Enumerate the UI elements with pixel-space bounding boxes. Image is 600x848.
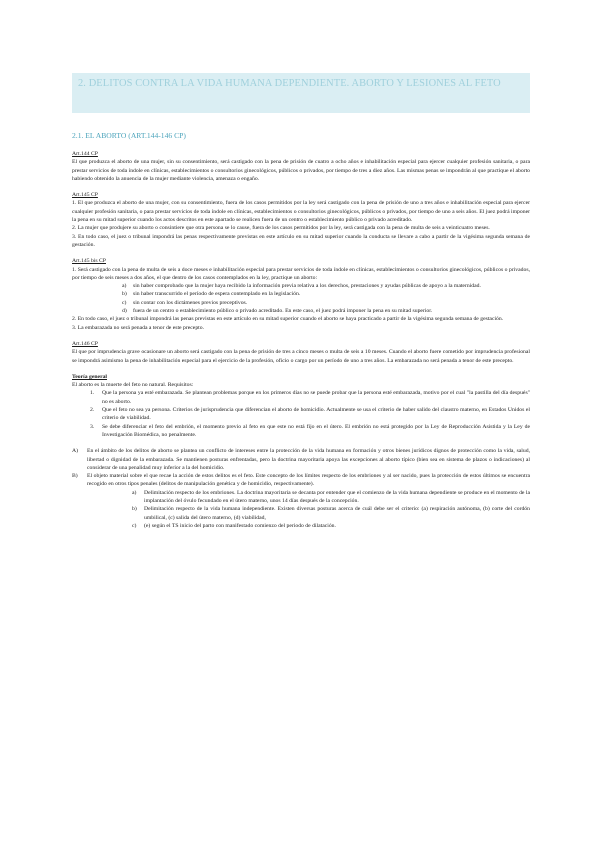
list-item-text: Que el feto no sea ya persona. Criterios de jurisprudencia que diferencian el aborto de homicidio. Actualmente se usa el criterio de haber salido del claustro materno, en Estados Unidos el criterio de viabilidad. xyxy=(102,407,530,422)
article-paragraph: 3. La embarazada no será penada a tenor de este precepto. xyxy=(72,324,205,331)
list-item xyxy=(72,406,530,423)
list-item-label: b) xyxy=(122,291,127,298)
list-item-label: 1. xyxy=(90,390,95,397)
list-item-text: Se debe diferenciar el feto del embrión, el momento previo al feto en que este no está fijo en el útero. El embrión no está protegido por la Ley de Reproducción Asistida y la Ley de Investigación Biomédica, no penalmente. xyxy=(102,423,530,438)
article-heading: Art.145 CP xyxy=(72,192,98,199)
list-item xyxy=(72,290,530,298)
article-146 xyxy=(72,340,530,365)
article-text: El que produzca el aborto de una mujer, sin su consentimiento, será castigado con la pena de prisión de cuatro a ocho años e inhabilitación especial para ejercer cualquier profesión sanitaria, o para prestar servicios de toda índole en clínicas, establecimientos o consultorios ginecológicos, públicos o privados, por tiempo de tres a diez años. Las mismas penas se impondrán al que practique el aborto habiendo obtenido la anuencia de la mujer mediante violencia, amenaza o engaño. xyxy=(72,159,530,182)
list-item-text: Que la persona ya esté embarazada. Se plantean problemas porque en los primeros días no se puede probar que la persona esté embarazada, motivo por el cual "la pastilla del día después" no es aborto. xyxy=(102,390,530,405)
article-paragraph: 1. El que produzca el aborto de una mujer, con su consentimiento, fuera de los casos permitidos por la ley será castigado con la pena de prisión de uno a tres años e inhabilitación especial para ejercer cualquier profesión sanitaria, o para prestar servicios de toda índole en clínicas, establecimientos o consultorios ginecológicos, públicos o privados, por tiempo de uno a seis años. El juez podrá imponer la pena en su mitad superior cuando los actos descritos en este apartado se realicen fuera de un centro o establecimiento público o privado acreditado. xyxy=(72,200,530,224)
article-heading: Art.146 CP xyxy=(72,340,98,347)
subsection-item-label: a) xyxy=(132,489,137,496)
subsection-item-text: Delimitación respecto de la vida humana independiente. Existen diversas posturas acerca de cuál debe ser el criterio: (a) respiración autónoma, (b) corte del cordón umbilical, (c) salida del útero materno, (d) viabilidad, xyxy=(144,506,530,521)
section-title-banner xyxy=(72,73,530,113)
list-item-text: sin haber transcurrido el período de espera contemplado en la legislación. xyxy=(133,291,301,298)
list-item xyxy=(72,282,530,290)
section-item-label: B) xyxy=(72,473,78,480)
article-144 xyxy=(72,150,530,183)
list-item-label: 2. xyxy=(90,407,95,414)
theory-intro: El aborto es la muerte del feto no natural. Requisitos: xyxy=(72,382,194,389)
article-145-bis xyxy=(72,257,530,332)
analysis-sections xyxy=(72,447,530,530)
list-item-label: a) xyxy=(122,283,127,290)
section-item xyxy=(72,447,530,472)
subsection-item xyxy=(72,505,530,522)
list-item-label: 3. xyxy=(90,423,95,430)
list-item xyxy=(72,307,530,315)
list-item xyxy=(72,299,530,307)
section-item-text: En el ámbito de los delitos de aborto se plantea un conflicto de intereses entre la protección de la vida humana en formación y otros bienes jurídicos dignos de protección como la vida, salud, libertad o dignidad de la embarazada. Se mantienen posturas enfrentadas, pero la doctrina mayoritaria apoya las excepciones al aborto típico (bien sea en sistema de plazos o indicaciones) al considerar de una penalidad muy inferior a la del homicidio. xyxy=(87,448,530,471)
list-item-label: d) xyxy=(122,308,127,315)
theory-heading: Teoría general xyxy=(72,373,108,380)
list-item-text: fuera de un centro o establecimiento público o privado acreditado. En este caso, el juez podrá imponer la pena en su mitad superior. xyxy=(133,308,433,315)
subsection-item-label: b) xyxy=(132,506,137,513)
list-item xyxy=(72,423,530,440)
article-paragraph: 2. La mujer que produjere su aborto o consintiere que otra persona se lo cause, fuera de los casos permitidos por la ley, será castigada con la pena de multa de seis a veinticuatro meses. xyxy=(72,225,490,232)
list-item-text: sin contar con los dictámenes previos preceptivos. xyxy=(133,299,248,306)
article-paragraph: 2. En todo caso, el juez o tribunal impondrá las penas previstas en este artículo en su mitad superior cuando el aborto se haya practicado a partir de la vigésima segunda semana de gestación. xyxy=(72,316,504,323)
article-paragraph: 3. En todo caso, el juez o tribunal impondrá las penas respectivamente previstas en este artículo en su mitad superior cuando la conducta se llevare a cabo a partir de la vigésima segunda semana de gestación. xyxy=(72,233,530,248)
document-body xyxy=(72,150,530,538)
section-title: 2. DELITOS CONTRA LA VIDA HUMANA DEPENDIENTE. ABORTO Y LESIONES AL FETO xyxy=(78,78,501,89)
subsection-title: 2.1. EL ABORTO (ART.144-146 CP) xyxy=(72,131,186,140)
article-paragraph: 1. Será castigado con la pena de multa de seis a doce meses e inhabilitación especial para prestar servicios de toda índole en clínicas, establecimientos o consultorios ginecológicos, públicos o privados, por tiempo de seis meses a dos años, el que dentro de los casos contemplados en la ley, practique un aborto: xyxy=(72,266,530,281)
subsection-item-label: c) xyxy=(132,522,137,529)
list-item-label: c) xyxy=(122,299,127,306)
subsection-item xyxy=(72,522,530,530)
section-item-label: A) xyxy=(72,448,79,455)
subsection-item-text: Delimitación respecto de los embriones. La doctrina mayoritaria se decanta por entender que el comienzo de la vida humana dependiente se produce en el momento de la implantación del óvulo fecundado en el útero materno, unos 14 días después de la concepción. xyxy=(144,489,530,504)
article-145 xyxy=(72,191,530,249)
section-item-text: El objeto material sobre el que recae la acción de estos delitos es el feto. Este concepto de los límites respecto de los embriones y al ser nacido, pues la protección de estos últimos se encuentra recogido en otros tipos penales (delitos de manipulación genética y de homicidio, respectivamente). xyxy=(87,473,530,488)
article-text: El que por imprudencia grave ocasionare un aborto será castigado con la pena de prisión de tres a cinco meses o multa de seis a 10 meses. Cuando el aborto fuere cometido por imprudencia profesional se impondrá asimismo la pena de inhabilitación especial para el ejercicio de la profesión, oficio o cargo por un período de uno a tres años. La embarazada no será penada a tenor de este precepto. xyxy=(72,349,530,364)
list-item-text: sin haber comprobado que la mujer haya recibido la información previa relativa a los derechos, prestaciones y ayudas públicas de apoyo a la maternidad. xyxy=(133,283,481,290)
list-item xyxy=(72,389,530,406)
subsection-item xyxy=(72,489,530,506)
article-heading: Art.144 CP xyxy=(72,151,98,157)
article-heading: Art.145 bis CP xyxy=(72,258,106,265)
general-theory xyxy=(72,373,530,439)
section-item xyxy=(72,472,530,489)
subsection-item-text: (e) según el TS inicio del parto con manifestado comienzo del periodo de dilatación. xyxy=(144,522,336,529)
